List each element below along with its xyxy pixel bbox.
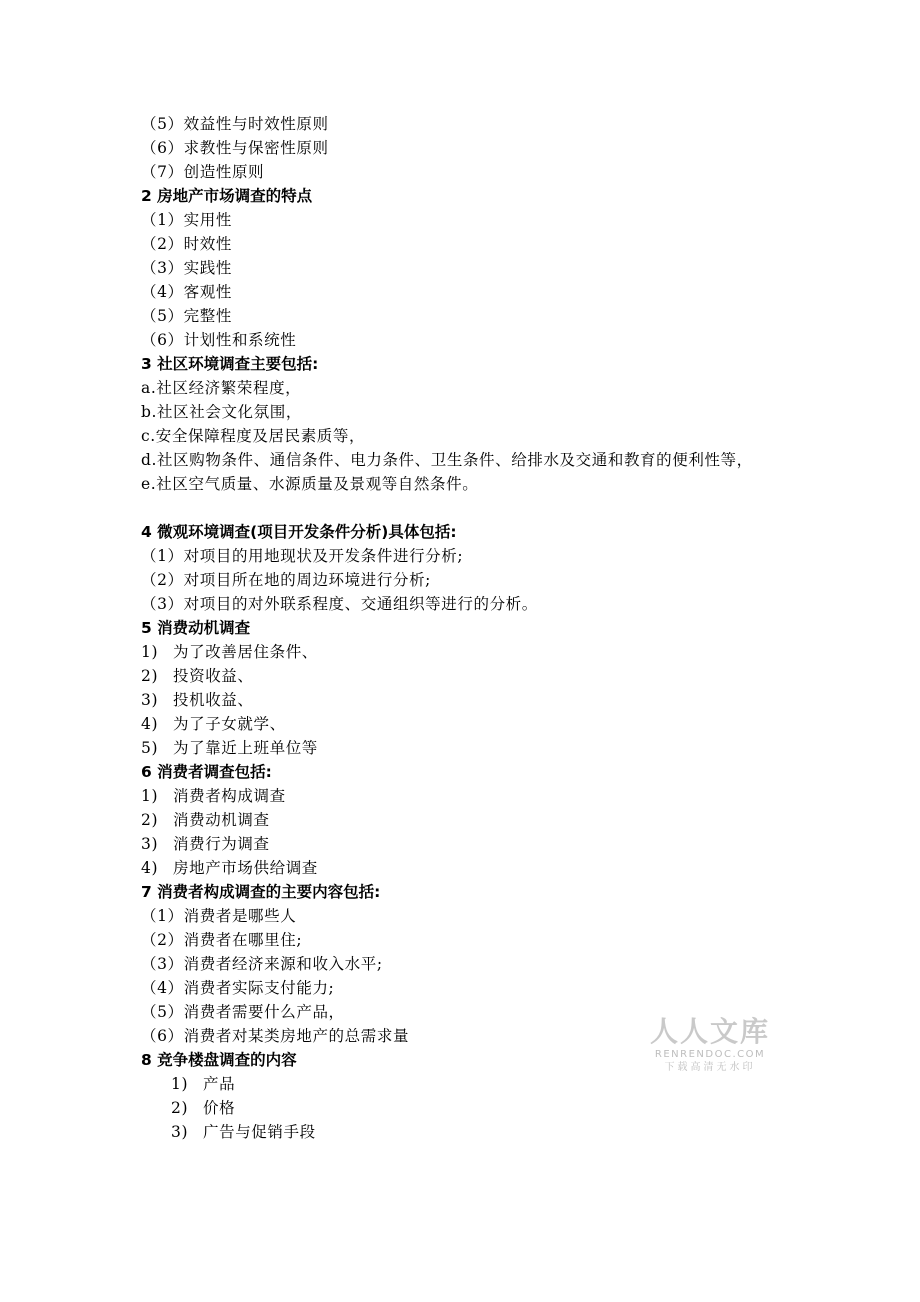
community-item-c: c.安全保障程度及居民素质等， [141,427,366,445]
section-5-heading: 5 消费动机调查 [141,619,251,637]
feature-6: （6）计划性和系统性 [141,331,297,349]
watermark-title: 人人文库 [649,1015,770,1048]
micro-item-1: （1）对项目的用地现状及开发条件进行分析; [141,547,464,565]
community-item-a: a.社区经济繁荣程度， [141,379,302,397]
composition-item-4: （4）消费者实际支付能力; [141,979,335,997]
community-item-e: e.社区空气质量、水源质量及景观等自然条件。 [141,475,479,493]
community-item-d: d.社区购物条件、通信条件、电力条件、卫生条件、给排水及交通和教育的便利性等， [141,451,753,469]
feature-5: （5）完整性 [141,307,232,325]
composition-item-1: （1）消费者是哪些人 [141,907,297,925]
micro-item-3: （3）对项目的对外联系程度、交通组织等进行的分析。 [141,595,538,613]
document-body [141,112,781,1144]
composition-item-6: （6）消费者对某类房地产的总需求量 [141,1027,410,1045]
section-3-heading: 3 社区环境调查主要包括: [141,355,319,373]
feature-2: （2）时效性 [141,235,232,253]
section-7-heading: 7 消费者构成调查的主要内容包括: [141,883,381,901]
feature-3: （3）实践性 [141,259,232,277]
watermark-logo [648,1016,772,1075]
section-6-heading: 6 消费者调查包括: [141,763,272,781]
section-2-heading: 2 房地产市场调查的特点 [141,187,313,205]
competitor-item-3: 3) 广告与促销手段 [171,1123,316,1141]
competitor-item-2: 2) 价格 [171,1099,236,1117]
feature-4: （4）客观性 [141,283,232,301]
composition-item-5: （5）消费者需要什么产品， [141,1003,345,1021]
motive-item-2: 2) 投资收益、 [141,667,254,685]
motive-item-4: 4) 为了子女就学、 [141,715,286,733]
composition-item-3: （3）消费者经济来源和收入水平; [141,955,383,973]
blank-line [141,496,781,520]
feature-1: （1）实用性 [141,211,232,229]
consumer-item-3: 3) 消费行为调查 [141,835,270,853]
watermark-subtitle: 下载高清无水印 [664,1062,756,1073]
consumer-item-2: 2) 消费动机调查 [141,811,270,829]
principle-7: （7）创造性原则 [141,163,265,181]
motive-item-1: 1) 为了改善居住条件、 [141,643,318,661]
competitor-item-1: 1) 产品 [171,1075,236,1093]
consumer-item-4: 4) 房地产市场供给调查 [141,859,318,877]
principle-5: （5）效益性与时效性原则 [141,115,329,133]
motive-item-5: 5) 为了靠近上班单位等 [141,739,318,757]
section-4-heading: 4 微观环境调查(项目开发条件分析)具体包括: [141,523,457,541]
community-item-b: b.社区社会文化氛围， [141,403,302,421]
motive-item-3: 3) 投机收益、 [141,691,254,709]
watermark-url: RENRENDOC.COM [654,1049,766,1060]
section-8-heading: 8 竞争楼盘调查的内容 [141,1051,297,1069]
micro-item-2: （2）对项目所在地的周边环境进行分析; [141,571,431,589]
consumer-item-1: 1) 消费者构成调查 [141,787,286,805]
composition-item-2: （2）消费者在哪里住; [141,931,303,949]
principle-6: （6）求教性与保密性原则 [141,139,329,157]
